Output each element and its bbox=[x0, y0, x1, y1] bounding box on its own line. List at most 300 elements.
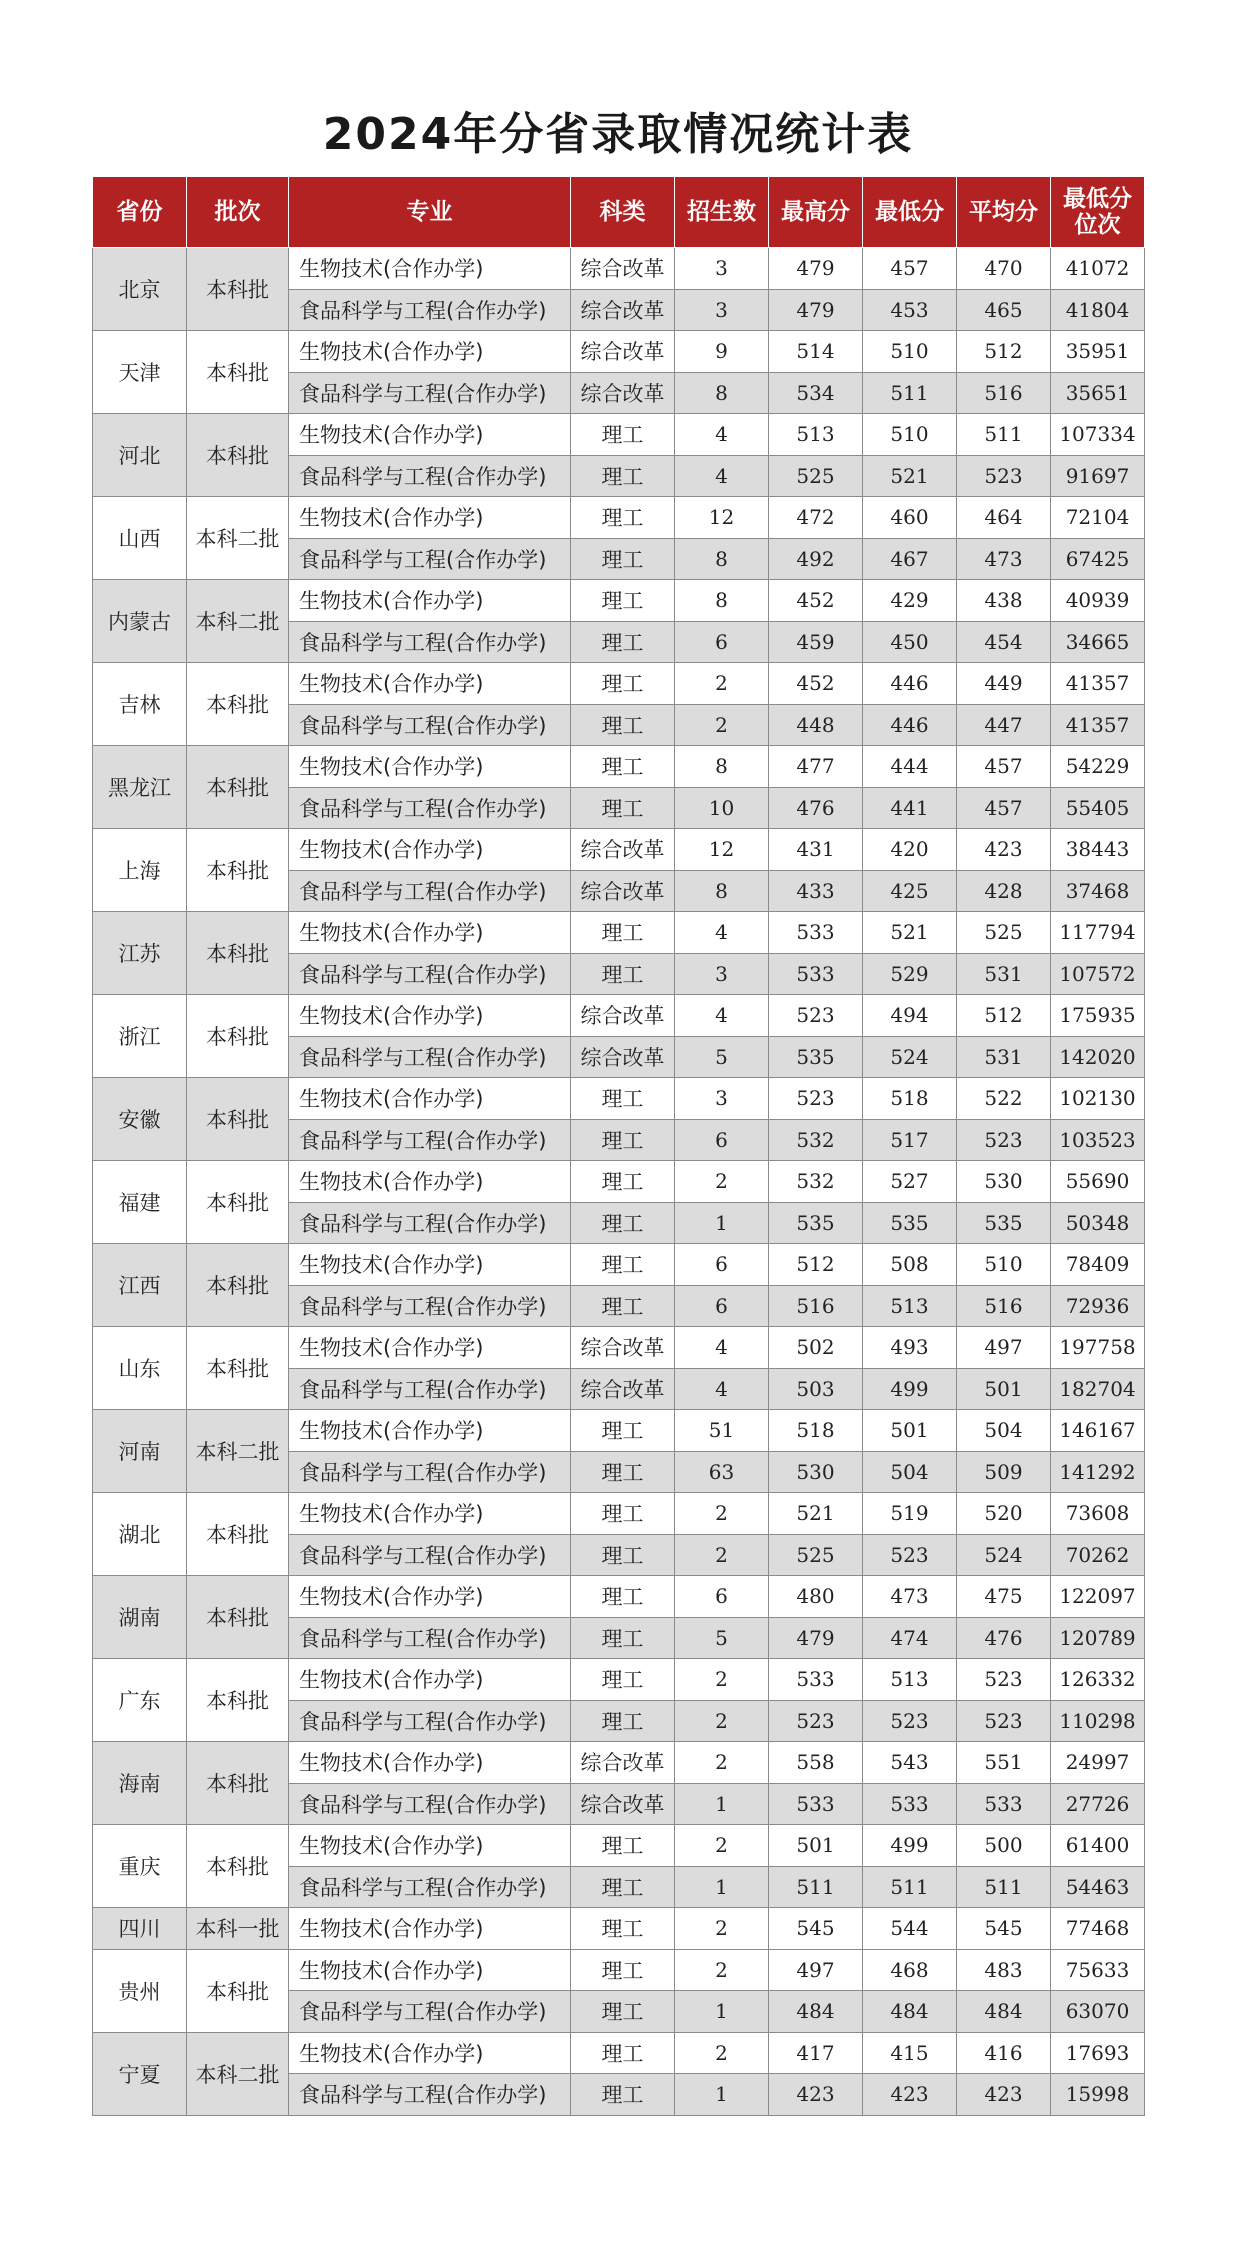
min-rank-cell: 35651 bbox=[1051, 372, 1145, 414]
table-row bbox=[93, 1908, 1145, 1950]
max-score-cell: 523 bbox=[769, 1700, 863, 1742]
major-cell: 食品科学与工程(合作办学) bbox=[289, 1534, 571, 1576]
major-cell: 生物技术(合作办学) bbox=[289, 1493, 571, 1535]
min-rank-cell: 24997 bbox=[1051, 1742, 1145, 1784]
enrolled-cell: 2 bbox=[675, 704, 769, 746]
category-cell: 理工 bbox=[571, 1617, 675, 1659]
min-score-cell: 473 bbox=[863, 1576, 957, 1618]
batch-cell: 本科批 bbox=[187, 1078, 289, 1161]
min-rank-cell: 34665 bbox=[1051, 621, 1145, 663]
avg-score-cell: 551 bbox=[957, 1742, 1051, 1784]
min-score-cell: 474 bbox=[863, 1617, 957, 1659]
max-score-cell: 532 bbox=[769, 1161, 863, 1203]
max-score-cell: 511 bbox=[769, 1866, 863, 1908]
avg-score-cell: 416 bbox=[957, 2032, 1051, 2074]
header-avg-score: 平均分 bbox=[957, 177, 1051, 248]
min-score-cell: 501 bbox=[863, 1410, 957, 1452]
max-score-cell: 484 bbox=[769, 1991, 863, 2033]
max-score-cell: 472 bbox=[769, 497, 863, 539]
max-score-cell: 558 bbox=[769, 1742, 863, 1784]
enrolled-cell: 3 bbox=[675, 248, 769, 290]
category-cell: 理工 bbox=[571, 1244, 675, 1286]
header-category: 科类 bbox=[571, 177, 675, 248]
enrolled-cell: 1 bbox=[675, 1202, 769, 1244]
table-row bbox=[93, 1825, 1145, 1867]
avg-score-cell: 530 bbox=[957, 1161, 1051, 1203]
max-score-cell: 492 bbox=[769, 538, 863, 580]
category-cell: 理工 bbox=[571, 455, 675, 497]
min-rank-cell: 37468 bbox=[1051, 870, 1145, 912]
batch-cell: 本科一批 bbox=[187, 1908, 289, 1950]
min-score-cell: 543 bbox=[863, 1742, 957, 1784]
major-cell: 生物技术(合作办学) bbox=[289, 1576, 571, 1618]
min-score-cell: 511 bbox=[863, 1866, 957, 1908]
max-score-cell: 530 bbox=[769, 1451, 863, 1493]
max-score-cell: 525 bbox=[769, 455, 863, 497]
category-cell: 理工 bbox=[571, 580, 675, 622]
major-cell: 生物技术(合作办学) bbox=[289, 1825, 571, 1867]
max-score-cell: 479 bbox=[769, 289, 863, 331]
enrolled-cell: 2 bbox=[675, 1825, 769, 1867]
category-cell: 综合改革 bbox=[571, 289, 675, 331]
min-score-cell: 523 bbox=[863, 1534, 957, 1576]
avg-score-cell: 522 bbox=[957, 1078, 1051, 1120]
enrolled-cell: 6 bbox=[675, 621, 769, 663]
min-rank-cell: 17693 bbox=[1051, 2032, 1145, 2074]
enrolled-cell: 12 bbox=[675, 497, 769, 539]
major-cell: 食品科学与工程(合作办学) bbox=[289, 1991, 571, 2033]
max-score-cell: 533 bbox=[769, 1783, 863, 1825]
province-cell: 山东 bbox=[93, 1327, 187, 1410]
min-rank-cell: 72104 bbox=[1051, 497, 1145, 539]
batch-cell: 本科批 bbox=[187, 746, 289, 829]
header-min-rank bbox=[1051, 177, 1145, 248]
batch-cell: 本科二批 bbox=[187, 580, 289, 663]
header-min-score: 最低分 bbox=[863, 177, 957, 248]
province-cell: 湖北 bbox=[93, 1493, 187, 1576]
avg-score-cell: 457 bbox=[957, 746, 1051, 788]
min-rank-cell: 72936 bbox=[1051, 1285, 1145, 1327]
max-score-cell: 533 bbox=[769, 912, 863, 954]
max-score-cell: 501 bbox=[769, 1825, 863, 1867]
category-cell: 综合改革 bbox=[571, 829, 675, 871]
batch-cell: 本科批 bbox=[187, 1949, 289, 2032]
avg-score-cell: 523 bbox=[957, 455, 1051, 497]
page-title: 2024年分省录取情况统计表 bbox=[322, 109, 914, 160]
avg-score-cell: 510 bbox=[957, 1244, 1051, 1286]
enrolled-cell: 1 bbox=[675, 1783, 769, 1825]
major-cell: 食品科学与工程(合作办学) bbox=[289, 1783, 571, 1825]
major-cell: 生物技术(合作办学) bbox=[289, 1949, 571, 1991]
enrolled-cell: 2 bbox=[675, 1742, 769, 1784]
min-score-cell: 513 bbox=[863, 1285, 957, 1327]
max-score-cell: 417 bbox=[769, 2032, 863, 2074]
min-rank-cell: 126332 bbox=[1051, 1659, 1145, 1701]
min-rank-cell: 110298 bbox=[1051, 1700, 1145, 1742]
max-score-cell: 516 bbox=[769, 1285, 863, 1327]
batch-cell: 本科批 bbox=[187, 1493, 289, 1576]
min-rank-cell: 54463 bbox=[1051, 1866, 1145, 1908]
province-cell: 湖南 bbox=[93, 1576, 187, 1659]
min-score-cell: 524 bbox=[863, 1036, 957, 1078]
header-max-score: 最高分 bbox=[769, 177, 863, 248]
category-cell: 综合改革 bbox=[571, 1783, 675, 1825]
header-major: 专业 bbox=[289, 177, 571, 248]
min-score-cell: 468 bbox=[863, 1949, 957, 1991]
batch-cell: 本科批 bbox=[187, 1327, 289, 1410]
major-cell: 生物技术(合作办学) bbox=[289, 580, 571, 622]
avg-score-cell: 473 bbox=[957, 538, 1051, 580]
max-score-cell: 535 bbox=[769, 1202, 863, 1244]
min-rank-cell: 120789 bbox=[1051, 1617, 1145, 1659]
min-rank-cell: 175935 bbox=[1051, 995, 1145, 1037]
category-cell: 理工 bbox=[571, 704, 675, 746]
major-cell: 食品科学与工程(合作办学) bbox=[289, 1036, 571, 1078]
avg-score-cell: 511 bbox=[957, 1866, 1051, 1908]
min-rank-cell: 73608 bbox=[1051, 1493, 1145, 1535]
table-row bbox=[93, 248, 1145, 290]
major-cell: 生物技术(合作办学) bbox=[289, 1659, 571, 1701]
category-cell: 综合改革 bbox=[571, 995, 675, 1037]
max-score-cell: 535 bbox=[769, 1036, 863, 1078]
max-score-cell: 479 bbox=[769, 1617, 863, 1659]
enrolled-cell: 3 bbox=[675, 953, 769, 995]
enrolled-cell: 8 bbox=[675, 746, 769, 788]
max-score-cell: 452 bbox=[769, 580, 863, 622]
major-cell: 食品科学与工程(合作办学) bbox=[289, 2074, 571, 2116]
min-rank-cell: 55405 bbox=[1051, 787, 1145, 829]
province-cell: 浙江 bbox=[93, 995, 187, 1078]
category-cell: 理工 bbox=[571, 1991, 675, 2033]
max-score-cell: 525 bbox=[769, 1534, 863, 1576]
avg-score-cell: 523 bbox=[957, 1119, 1051, 1161]
enrolled-cell: 2 bbox=[675, 1908, 769, 1950]
min-score-cell: 444 bbox=[863, 746, 957, 788]
table-row bbox=[93, 414, 1145, 456]
province-cell: 宁夏 bbox=[93, 2032, 187, 2115]
avg-score-cell: 449 bbox=[957, 663, 1051, 705]
category-cell: 理工 bbox=[571, 497, 675, 539]
table-row bbox=[93, 1949, 1145, 1991]
min-score-cell: 513 bbox=[863, 1659, 957, 1701]
category-cell: 理工 bbox=[571, 1410, 675, 1452]
avg-score-cell: 470 bbox=[957, 248, 1051, 290]
enrolled-cell: 6 bbox=[675, 1244, 769, 1286]
header-min-rank-line1: 最低分 bbox=[1063, 185, 1132, 212]
category-cell: 理工 bbox=[571, 538, 675, 580]
avg-score-cell: 504 bbox=[957, 1410, 1051, 1452]
min-score-cell: 535 bbox=[863, 1202, 957, 1244]
table-row bbox=[93, 1161, 1145, 1203]
category-cell: 理工 bbox=[571, 1285, 675, 1327]
province-cell: 山西 bbox=[93, 497, 187, 580]
enrolled-cell: 2 bbox=[675, 2032, 769, 2074]
avg-score-cell: 516 bbox=[957, 1285, 1051, 1327]
min-rank-cell: 41072 bbox=[1051, 248, 1145, 290]
major-cell: 生物技术(合作办学) bbox=[289, 746, 571, 788]
min-rank-cell: 182704 bbox=[1051, 1368, 1145, 1410]
category-cell: 综合改革 bbox=[571, 1368, 675, 1410]
table-row bbox=[93, 663, 1145, 705]
header-min-rank-line2: 位次 bbox=[1074, 212, 1121, 238]
avg-score-cell: 500 bbox=[957, 1825, 1051, 1867]
major-cell: 生物技术(合作办学) bbox=[289, 912, 571, 954]
province-cell: 贵州 bbox=[93, 1949, 187, 2032]
major-cell: 生物技术(合作办学) bbox=[289, 497, 571, 539]
min-rank-cell: 107572 bbox=[1051, 953, 1145, 995]
max-score-cell: 533 bbox=[769, 953, 863, 995]
avg-score-cell: 520 bbox=[957, 1493, 1051, 1535]
avg-score-cell: 533 bbox=[957, 1783, 1051, 1825]
category-cell: 综合改革 bbox=[571, 372, 675, 414]
enrolled-cell: 10 bbox=[675, 787, 769, 829]
category-cell: 综合改革 bbox=[571, 1036, 675, 1078]
min-score-cell: 446 bbox=[863, 704, 957, 746]
category-cell: 理工 bbox=[571, 1825, 675, 1867]
category-cell: 理工 bbox=[571, 1908, 675, 1950]
table-header-row bbox=[93, 177, 1145, 248]
max-score-cell: 503 bbox=[769, 1368, 863, 1410]
batch-cell: 本科批 bbox=[187, 912, 289, 995]
avg-score-cell: 465 bbox=[957, 289, 1051, 331]
max-score-cell: 514 bbox=[769, 331, 863, 373]
batch-cell: 本科批 bbox=[187, 1576, 289, 1659]
avg-score-cell: 454 bbox=[957, 621, 1051, 663]
max-score-cell: 521 bbox=[769, 1493, 863, 1535]
avg-score-cell: 545 bbox=[957, 1908, 1051, 1950]
enrolled-cell: 1 bbox=[675, 1866, 769, 1908]
min-rank-cell: 54229 bbox=[1051, 746, 1145, 788]
major-cell: 食品科学与工程(合作办学) bbox=[289, 1368, 571, 1410]
enrolled-cell: 1 bbox=[675, 1991, 769, 2033]
enrolled-cell: 4 bbox=[675, 414, 769, 456]
min-score-cell: 499 bbox=[863, 1368, 957, 1410]
avg-score-cell: 484 bbox=[957, 1991, 1051, 2033]
category-cell: 理工 bbox=[571, 621, 675, 663]
category-cell: 理工 bbox=[571, 1161, 675, 1203]
province-cell: 黑龙江 bbox=[93, 746, 187, 829]
avg-score-cell: 525 bbox=[957, 912, 1051, 954]
enrolled-cell: 2 bbox=[675, 1659, 769, 1701]
major-cell: 生物技术(合作办学) bbox=[289, 995, 571, 1037]
enrolled-cell: 6 bbox=[675, 1576, 769, 1618]
major-cell: 食品科学与工程(合作办学) bbox=[289, 372, 571, 414]
category-cell: 理工 bbox=[571, 1576, 675, 1618]
major-cell: 生物技术(合作办学) bbox=[289, 1410, 571, 1452]
min-score-cell: 508 bbox=[863, 1244, 957, 1286]
min-score-cell: 533 bbox=[863, 1783, 957, 1825]
avg-score-cell: 438 bbox=[957, 580, 1051, 622]
province-cell: 河南 bbox=[93, 1410, 187, 1493]
enrolled-cell: 4 bbox=[675, 1327, 769, 1369]
category-cell: 理工 bbox=[571, 953, 675, 995]
min-rank-cell: 15998 bbox=[1051, 2074, 1145, 2116]
major-cell: 生物技术(合作办学) bbox=[289, 414, 571, 456]
province-cell: 北京 bbox=[93, 248, 187, 331]
category-cell: 理工 bbox=[571, 787, 675, 829]
max-score-cell: 452 bbox=[769, 663, 863, 705]
max-score-cell: 534 bbox=[769, 372, 863, 414]
max-score-cell: 423 bbox=[769, 2074, 863, 2116]
min-rank-cell: 146167 bbox=[1051, 1410, 1145, 1452]
major-cell: 食品科学与工程(合作办学) bbox=[289, 1202, 571, 1244]
avg-score-cell: 511 bbox=[957, 414, 1051, 456]
min-score-cell: 517 bbox=[863, 1119, 957, 1161]
major-cell: 食品科学与工程(合作办学) bbox=[289, 289, 571, 331]
max-score-cell: 518 bbox=[769, 1410, 863, 1452]
min-score-cell: 510 bbox=[863, 331, 957, 373]
province-cell: 天津 bbox=[93, 331, 187, 414]
avg-score-cell: 512 bbox=[957, 331, 1051, 373]
table-row bbox=[93, 1493, 1145, 1535]
major-cell: 生物技术(合作办学) bbox=[289, 331, 571, 373]
avg-score-cell: 535 bbox=[957, 1202, 1051, 1244]
major-cell: 生物技术(合作办学) bbox=[289, 1327, 571, 1369]
min-rank-cell: 102130 bbox=[1051, 1078, 1145, 1120]
enrolled-cell: 2 bbox=[675, 1534, 769, 1576]
min-rank-cell: 141292 bbox=[1051, 1451, 1145, 1493]
category-cell: 理工 bbox=[571, 1700, 675, 1742]
min-score-cell: 441 bbox=[863, 787, 957, 829]
max-score-cell: 479 bbox=[769, 248, 863, 290]
avg-score-cell: 497 bbox=[957, 1327, 1051, 1369]
major-cell: 食品科学与工程(合作办学) bbox=[289, 1700, 571, 1742]
min-rank-cell: 103523 bbox=[1051, 1119, 1145, 1161]
enrolled-cell: 4 bbox=[675, 912, 769, 954]
major-cell: 食品科学与工程(合作办学) bbox=[289, 455, 571, 497]
category-cell: 综合改革 bbox=[571, 1327, 675, 1369]
major-cell: 食品科学与工程(合作办学) bbox=[289, 1119, 571, 1161]
major-cell: 食品科学与工程(合作办学) bbox=[289, 953, 571, 995]
max-score-cell: 459 bbox=[769, 621, 863, 663]
province-cell: 重庆 bbox=[93, 1825, 187, 1908]
min-rank-cell: 27726 bbox=[1051, 1783, 1145, 1825]
major-cell: 生物技术(合作办学) bbox=[289, 1161, 571, 1203]
batch-cell: 本科批 bbox=[187, 1742, 289, 1825]
max-score-cell: 533 bbox=[769, 1659, 863, 1701]
min-score-cell: 460 bbox=[863, 497, 957, 539]
table-row bbox=[93, 1078, 1145, 1120]
header-enrolled: 招生数 bbox=[675, 177, 769, 248]
major-cell: 食品科学与工程(合作办学) bbox=[289, 1866, 571, 1908]
avg-score-cell: 523 bbox=[957, 1700, 1051, 1742]
category-cell: 理工 bbox=[571, 912, 675, 954]
max-score-cell: 480 bbox=[769, 1576, 863, 1618]
batch-cell: 本科批 bbox=[187, 995, 289, 1078]
max-score-cell: 512 bbox=[769, 1244, 863, 1286]
avg-score-cell: 501 bbox=[957, 1368, 1051, 1410]
min-rank-cell: 40939 bbox=[1051, 580, 1145, 622]
province-cell: 广东 bbox=[93, 1659, 187, 1742]
province-cell: 江苏 bbox=[93, 912, 187, 995]
major-cell: 生物技术(合作办学) bbox=[289, 1078, 571, 1120]
min-rank-cell: 67425 bbox=[1051, 538, 1145, 580]
category-cell: 理工 bbox=[571, 1493, 675, 1535]
enrolled-cell: 9 bbox=[675, 331, 769, 373]
enrolled-cell: 8 bbox=[675, 580, 769, 622]
enrolled-cell: 12 bbox=[675, 829, 769, 871]
min-rank-cell: 77468 bbox=[1051, 1908, 1145, 1950]
province-cell: 安徽 bbox=[93, 1078, 187, 1161]
enrolled-cell: 2 bbox=[675, 1161, 769, 1203]
batch-cell: 本科批 bbox=[187, 1161, 289, 1244]
min-rank-cell: 197758 bbox=[1051, 1327, 1145, 1369]
min-score-cell: 453 bbox=[863, 289, 957, 331]
major-cell: 食品科学与工程(合作办学) bbox=[289, 538, 571, 580]
major-cell: 生物技术(合作办学) bbox=[289, 663, 571, 705]
table-row bbox=[93, 746, 1145, 788]
max-score-cell: 476 bbox=[769, 787, 863, 829]
max-score-cell: 477 bbox=[769, 746, 863, 788]
province-cell: 海南 bbox=[93, 1742, 187, 1825]
min-rank-cell: 63070 bbox=[1051, 1991, 1145, 2033]
batch-cell: 本科批 bbox=[187, 331, 289, 414]
admission-table bbox=[92, 176, 1145, 2116]
min-score-cell: 518 bbox=[863, 1078, 957, 1120]
table-row bbox=[93, 1576, 1145, 1618]
enrolled-cell: 1 bbox=[675, 2074, 769, 2116]
batch-cell: 本科二批 bbox=[187, 1410, 289, 1493]
category-cell: 理工 bbox=[571, 1451, 675, 1493]
enrolled-cell: 51 bbox=[675, 1410, 769, 1452]
avg-score-cell: 423 bbox=[957, 829, 1051, 871]
min-rank-cell: 38443 bbox=[1051, 829, 1145, 871]
min-rank-cell: 55690 bbox=[1051, 1161, 1145, 1203]
category-cell: 综合改革 bbox=[571, 248, 675, 290]
avg-score-cell: 516 bbox=[957, 372, 1051, 414]
enrolled-cell: 4 bbox=[675, 455, 769, 497]
min-score-cell: 425 bbox=[863, 870, 957, 912]
avg-score-cell: 531 bbox=[957, 953, 1051, 995]
category-cell: 综合改革 bbox=[571, 870, 675, 912]
avg-score-cell: 464 bbox=[957, 497, 1051, 539]
enrolled-cell: 4 bbox=[675, 1368, 769, 1410]
enrolled-cell: 5 bbox=[675, 1036, 769, 1078]
enrolled-cell: 8 bbox=[675, 372, 769, 414]
major-cell: 食品科学与工程(合作办学) bbox=[289, 1451, 571, 1493]
major-cell: 食品科学与工程(合作办学) bbox=[289, 1617, 571, 1659]
table-row bbox=[93, 497, 1145, 539]
avg-score-cell: 476 bbox=[957, 1617, 1051, 1659]
min-score-cell: 446 bbox=[863, 663, 957, 705]
min-rank-cell: 75633 bbox=[1051, 1949, 1145, 1991]
enrolled-cell: 6 bbox=[675, 1285, 769, 1327]
table-row bbox=[93, 995, 1145, 1037]
min-score-cell: 493 bbox=[863, 1327, 957, 1369]
batch-cell: 本科批 bbox=[187, 1825, 289, 1908]
major-cell: 食品科学与工程(合作办学) bbox=[289, 870, 571, 912]
batch-cell: 本科批 bbox=[187, 248, 289, 331]
avg-score-cell: 483 bbox=[957, 1949, 1051, 1991]
min-score-cell: 504 bbox=[863, 1451, 957, 1493]
major-cell: 生物技术(合作办学) bbox=[289, 1742, 571, 1784]
category-cell: 理工 bbox=[571, 663, 675, 705]
max-score-cell: 431 bbox=[769, 829, 863, 871]
max-score-cell: 523 bbox=[769, 995, 863, 1037]
min-score-cell: 521 bbox=[863, 912, 957, 954]
major-cell: 食品科学与工程(合作办学) bbox=[289, 621, 571, 663]
min-score-cell: 527 bbox=[863, 1161, 957, 1203]
batch-cell: 本科批 bbox=[187, 414, 289, 497]
table-row bbox=[93, 1659, 1145, 1701]
enrolled-cell: 2 bbox=[675, 1949, 769, 1991]
min-rank-cell: 78409 bbox=[1051, 1244, 1145, 1286]
min-rank-cell: 122097 bbox=[1051, 1576, 1145, 1618]
max-score-cell: 433 bbox=[769, 870, 863, 912]
min-score-cell: 467 bbox=[863, 538, 957, 580]
enrolled-cell: 8 bbox=[675, 538, 769, 580]
enrolled-cell: 2 bbox=[675, 1700, 769, 1742]
